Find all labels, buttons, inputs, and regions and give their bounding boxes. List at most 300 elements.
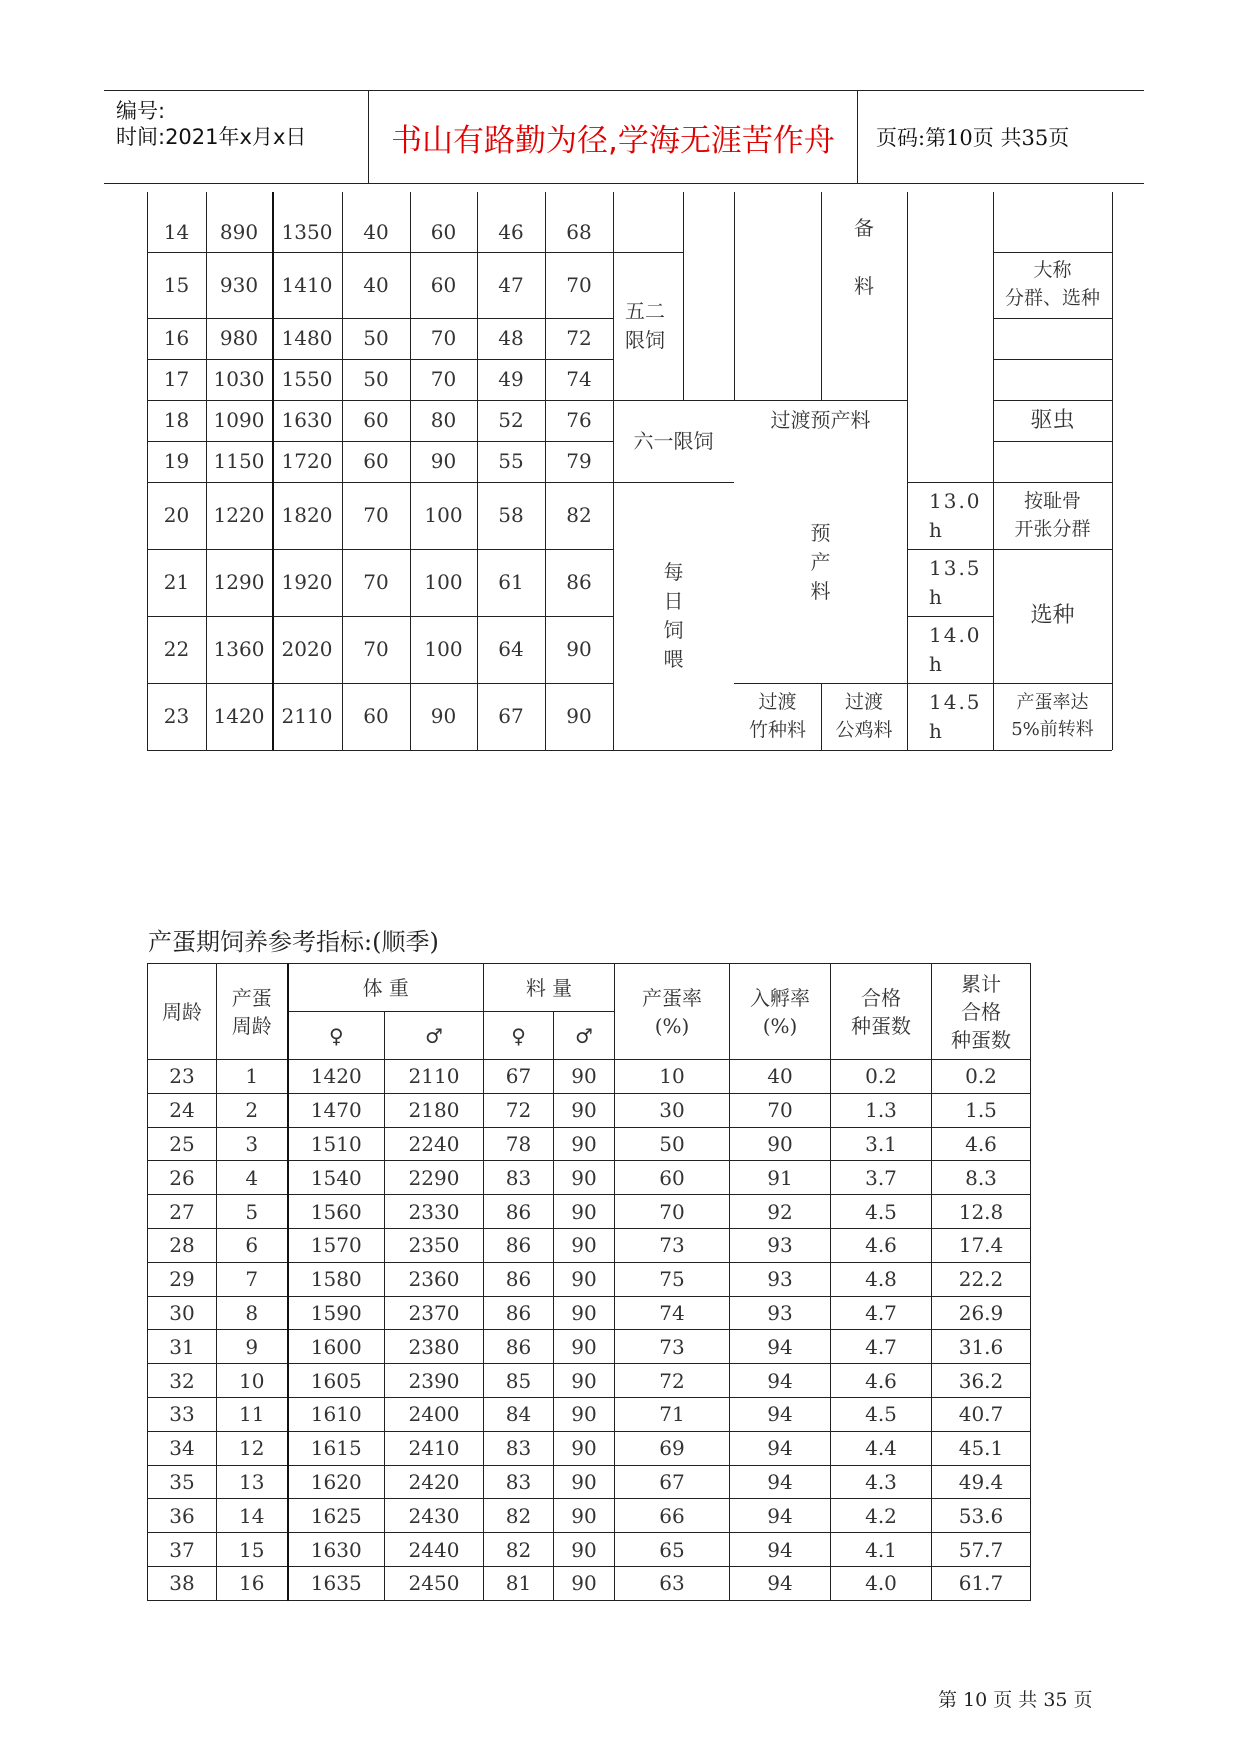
grid-vline (147, 192, 148, 750)
grid-vline (734, 192, 735, 400)
cell-feed-male: 90 (554, 1397, 615, 1431)
section-title: 产蛋期饲养参考指标:(顺季) (148, 928, 439, 956)
cell-weight-male: 2180 (385, 1093, 484, 1127)
cell-male-weight: 1550 (281, 367, 333, 391)
cell-weight-male: 2360 (385, 1262, 484, 1296)
cell-cumulative-eggs: 0.2 (932, 1060, 1031, 1094)
cell-hatch-rate: 94 (730, 1499, 831, 1533)
cell-weight-male: 2380 (385, 1330, 484, 1364)
cell-week-age: 37 (148, 1533, 217, 1567)
header-week-age: 周龄 (148, 964, 217, 1060)
cell-week-age: 34 (148, 1431, 217, 1465)
cell-feed-male: 90 (554, 1296, 615, 1330)
header-hatch-rate: 入孵率 (%) (730, 964, 831, 1060)
cell-female-feed-b: 46 (498, 219, 524, 244)
cell-cumulative-eggs: 4.6 (932, 1127, 1031, 1161)
cell-cumulative-eggs: 40.7 (932, 1397, 1031, 1431)
time-label: 时间:2021年x月x日 (116, 125, 307, 149)
cell-laying-week: 6 (217, 1228, 288, 1262)
grid-hline (147, 482, 613, 483)
cell-qualified-eggs: 4.7 (831, 1330, 932, 1364)
cell-weight-male: 2410 (385, 1431, 484, 1465)
cell-male-feed-a: 70 (430, 326, 457, 350)
cell-qualified-eggs: 4.5 (831, 1195, 932, 1229)
cell-feed-female: 78 (484, 1127, 554, 1161)
cell-female-feed-b: 47 (498, 272, 524, 297)
preproduction-feed: 预 产 料 (810, 520, 831, 603)
grid-hline (147, 750, 1112, 751)
cell-female-weight: 890 (219, 219, 259, 244)
grid-vline (272, 192, 274, 750)
cell-feed-female: 81 (484, 1566, 554, 1600)
cell-male-weight: 1720 (281, 449, 333, 473)
grid-hline (993, 441, 1112, 442)
header-laying-week: 产蛋 周龄 (217, 964, 288, 1060)
cell-male-weight: 2110 (281, 704, 333, 728)
cell-weight-female: 1610 (288, 1397, 385, 1431)
cell-female-feed-b: 55 (498, 449, 524, 473)
cell-weight-female: 1600 (288, 1330, 385, 1364)
grid-hline (147, 318, 613, 319)
cell-laying-rate: 60 (615, 1161, 730, 1195)
cell-weight-female: 1420 (288, 1060, 385, 1094)
cell-female-weight: 1290 (213, 570, 265, 594)
cell-feed-female: 84 (484, 1397, 554, 1431)
cell-female-feed-a: 40 (363, 272, 389, 297)
cell-feed-male: 90 (554, 1431, 615, 1465)
cell-hatch-rate: 94 (730, 1397, 831, 1431)
cell-female-weight: 1030 (213, 367, 265, 391)
cell-female-feed-a: 60 (363, 449, 389, 473)
cell-feed-female: 86 (484, 1262, 554, 1296)
cell-weight-male: 2450 (385, 1566, 484, 1600)
cell-cumulative-eggs: 22.2 (932, 1262, 1031, 1296)
light-hours: 14.5 h (929, 689, 982, 743)
cell-qualified-eggs: 4.6 (831, 1364, 932, 1398)
cell-hatch-rate: 92 (730, 1195, 831, 1229)
cell-weight-male: 2440 (385, 1533, 484, 1567)
feeding-plan-table (0, 0, 1241, 760)
cell-hatch-rate: 93 (730, 1228, 831, 1262)
cell-feed-female: 83 (484, 1465, 554, 1499)
grid-vline (1112, 192, 1113, 750)
cell-female-feed-a: 70 (363, 570, 389, 594)
cell-laying-week: 8 (217, 1296, 288, 1330)
feed-daily: 每 日 饲 喂 (663, 560, 684, 671)
cell-female-weight: 1090 (213, 408, 265, 432)
cell-male-feed-a: 60 (430, 272, 457, 297)
cell-weight-male: 2390 (385, 1364, 484, 1398)
cell-female-feed-b: 58 (498, 503, 524, 527)
cell-feed-male: 90 (554, 1093, 615, 1127)
cell-male-feed-a: 60 (430, 219, 457, 244)
grid-vline (410, 192, 411, 750)
cell-laying-week: 13 (217, 1465, 288, 1499)
cell-cumulative-eggs: 57.7 (932, 1533, 1031, 1567)
cell-feed-male: 90 (554, 1127, 615, 1161)
cell-female-weight: 930 (219, 272, 259, 297)
cell-weight-female: 1620 (288, 1465, 385, 1499)
cell-qualified-eggs: 3.7 (831, 1161, 932, 1195)
cell-feed-female: 83 (484, 1431, 554, 1465)
cell-male-feed-b: 70 (566, 272, 592, 297)
header-feed-amount: 料 量 (484, 964, 615, 1012)
header-feed-male: ♂ (554, 1012, 615, 1060)
cell-week-age: 24 (148, 1093, 217, 1127)
cell-feed-female: 85 (484, 1364, 554, 1398)
cell-male-feed-a: 70 (430, 367, 457, 391)
cell-hatch-rate: 93 (730, 1262, 831, 1296)
cell-female-feed-a: 70 (363, 637, 389, 661)
cell-female-feed-b: 49 (498, 367, 524, 391)
cell-cumulative-eggs: 61.7 (932, 1566, 1031, 1600)
cell-male-feed-a: 90 (430, 704, 457, 728)
cell-weight-female: 1635 (288, 1566, 385, 1600)
header-cumulative-eggs: 累计 合格 种蛋数 (932, 964, 1031, 1060)
grid-vline (545, 192, 546, 750)
cell-laying-rate: 73 (615, 1330, 730, 1364)
table-row (148, 1499, 1031, 1533)
page-footer: 第 10 页 共 35 页 (938, 1689, 1093, 1711)
header-weight-female: ♀ (288, 1012, 385, 1060)
cell-male-feed-b: 86 (566, 570, 592, 594)
cell-feed-female: 67 (484, 1060, 554, 1094)
cell-laying-rate: 50 (615, 1127, 730, 1161)
cell-hatch-rate: 90 (730, 1127, 831, 1161)
cell-qualified-eggs: 4.5 (831, 1397, 932, 1431)
cell-laying-week: 15 (217, 1533, 288, 1567)
light-hours: 13.0 h (929, 488, 982, 542)
cell-weight-male: 2350 (385, 1228, 484, 1262)
cell-male-weight: 1630 (281, 408, 333, 432)
cell-female-feed-a: 50 (363, 367, 389, 391)
cell-weight-male: 2330 (385, 1195, 484, 1229)
cell-weight-male: 2240 (385, 1127, 484, 1161)
table-row (148, 1533, 1031, 1567)
light-hours: 13.5 h (929, 555, 982, 609)
cell-laying-week: 4 (217, 1161, 288, 1195)
cell-weight-female: 1570 (288, 1228, 385, 1262)
cell-weight-female: 1630 (288, 1533, 385, 1567)
cell-feed-male: 90 (554, 1465, 615, 1499)
table-row (148, 1161, 1031, 1195)
transition-rooster-feed: 过渡 公鸡料 (835, 690, 893, 741)
grid-hline (147, 252, 613, 253)
cell-cumulative-eggs: 45.1 (932, 1431, 1031, 1465)
cell-laying-rate: 70 (615, 1195, 730, 1229)
cell-male-weight: 1820 (281, 503, 333, 527)
feed-52-restricted: 五二 限饲 (625, 299, 665, 352)
cell-female-feed-b: 64 (498, 637, 524, 661)
cell-hatch-rate: 94 (730, 1431, 831, 1465)
table-row (148, 1262, 1031, 1296)
table-row (148, 1397, 1031, 1431)
cell-qualified-eggs: 1.3 (831, 1093, 932, 1127)
cell-hatch-rate: 93 (730, 1296, 831, 1330)
cell-female-feed-b: 67 (498, 704, 524, 728)
cell-week-age: 25 (148, 1127, 217, 1161)
cell-male-feed-a: 100 (424, 570, 463, 594)
grid-hline (147, 683, 613, 684)
cell-weight-female: 1590 (288, 1296, 385, 1330)
cell-male-weight: 1480 (281, 326, 333, 350)
cell-weight-female: 1615 (288, 1431, 385, 1465)
cell-feed-male: 90 (554, 1364, 615, 1398)
cell-laying-rate: 73 (615, 1228, 730, 1262)
cell-feed-female: 82 (484, 1533, 554, 1567)
cell-feed-female: 82 (484, 1499, 554, 1533)
light-hours: 14.0 h (929, 622, 982, 676)
cell-cumulative-eggs: 17.4 (932, 1228, 1031, 1262)
cell-qualified-eggs: 0.2 (831, 1060, 932, 1094)
cell-feed-female: 86 (484, 1296, 554, 1330)
cell-laying-rate: 65 (615, 1533, 730, 1567)
cell-week: 17 (163, 367, 190, 391)
grid-vline (477, 192, 478, 750)
cell-feed-female: 72 (484, 1093, 554, 1127)
cell-laying-week: 9 (217, 1330, 288, 1364)
cell-female-weight: 1420 (213, 704, 265, 728)
cell-hatch-rate: 40 (730, 1060, 831, 1094)
cell-male-feed-a: 100 (424, 503, 463, 527)
cell-week: 22 (163, 637, 190, 661)
cell-laying-rate: 10 (615, 1060, 730, 1094)
cell-laying-rate: 74 (615, 1296, 730, 1330)
cell-laying-week: 10 (217, 1364, 288, 1398)
cell-male-feed-b: 79 (566, 449, 592, 473)
cell-weight-female: 1560 (288, 1195, 385, 1229)
cell-week-age: 26 (148, 1161, 217, 1195)
cell-week: 20 (163, 503, 190, 527)
cell-week: 18 (163, 408, 190, 432)
cell-feed-male: 90 (554, 1499, 615, 1533)
cell-week-age: 31 (148, 1330, 217, 1364)
header-laying-rate: 产蛋率 (%) (615, 964, 730, 1060)
cell-cumulative-eggs: 31.6 (932, 1330, 1031, 1364)
cell-male-weight: 1410 (281, 272, 333, 297)
cell-qualified-eggs: 4.3 (831, 1465, 932, 1499)
cell-cumulative-eggs: 53.6 (932, 1499, 1031, 1533)
cell-male-feed-a: 90 (430, 449, 457, 473)
cell-hatch-rate: 94 (730, 1566, 831, 1600)
cell-male-feed-b: 74 (566, 367, 592, 391)
cell-feed-female: 83 (484, 1161, 554, 1195)
cell-female-weight: 1150 (213, 449, 265, 473)
table-row (148, 1330, 1031, 1364)
cell-male-weight: 1920 (281, 570, 333, 594)
laying-period-table (147, 963, 1031, 1601)
cell-female-feed-b: 61 (498, 570, 524, 594)
code-label: 编号: (116, 99, 166, 123)
cell-female-feed-a: 70 (363, 503, 389, 527)
cell-qualified-eggs: 4.2 (831, 1499, 932, 1533)
cell-week-age: 36 (148, 1499, 217, 1533)
header-feed-female: ♀ (484, 1012, 554, 1060)
table-row (148, 1060, 1031, 1094)
feed-61-restricted: 六一限饲 (633, 428, 714, 453)
cell-cumulative-eggs: 1.5 (932, 1093, 1031, 1127)
header-row (148, 964, 1031, 1012)
table-row (148, 1195, 1031, 1229)
table-row (148, 1364, 1031, 1398)
cell-laying-rate: 63 (615, 1566, 730, 1600)
transition-breeder-feed: 过渡 竹种料 (748, 690, 806, 741)
cell-week-age: 30 (148, 1296, 217, 1330)
cell-laying-week: 7 (217, 1262, 288, 1296)
cell-qualified-eggs: 4.0 (831, 1566, 932, 1600)
grid-vline (683, 192, 684, 400)
cell-week-age: 23 (148, 1060, 217, 1094)
cell-week-age: 33 (148, 1397, 217, 1431)
cell-hatch-rate: 94 (730, 1364, 831, 1398)
cell-laying-rate: 66 (615, 1499, 730, 1533)
cell-cumulative-eggs: 36.2 (932, 1364, 1031, 1398)
cell-cumulative-eggs: 49.4 (932, 1465, 1031, 1499)
table-row (148, 1296, 1031, 1330)
cell-feed-female: 86 (484, 1195, 554, 1229)
cell-cumulative-eggs: 12.8 (932, 1195, 1031, 1229)
grid-hline (147, 616, 613, 617)
cell-laying-rate: 30 (615, 1093, 730, 1127)
table-row (148, 1566, 1031, 1600)
cell-feed-male: 90 (554, 1566, 615, 1600)
motto: 书山有路勤为径,学海无涯苦作舟 (368, 91, 858, 183)
cell-male-feed-b: 76 (566, 408, 592, 432)
table-row (148, 1465, 1031, 1499)
cell-male-feed-b: 72 (566, 326, 592, 350)
cell-feed-male: 90 (554, 1330, 615, 1364)
cell-week: 21 (163, 570, 190, 594)
cell-weight-male: 2430 (385, 1499, 484, 1533)
cell-male-feed-b: 82 (566, 503, 592, 527)
cell-week: 15 (163, 272, 190, 297)
cell-hatch-rate: 70 (730, 1093, 831, 1127)
grid-vline (342, 192, 343, 750)
cell-male-feed-b: 90 (566, 704, 592, 728)
cell-male-feed-b: 68 (566, 219, 592, 244)
cell-female-feed-a: 60 (363, 408, 389, 432)
grid-hline (147, 549, 613, 550)
cell-weight-female: 1540 (288, 1161, 385, 1195)
table-row (148, 1228, 1031, 1262)
note-deworm: 驱虫 (1030, 407, 1075, 433)
note-pubic-group: 按耻骨 开张分群 (1014, 489, 1091, 540)
cell-laying-week: 11 (217, 1397, 288, 1431)
cell-weight-female: 1470 (288, 1093, 385, 1127)
cell-female-feed-a: 50 (363, 326, 389, 350)
cell-cumulative-eggs: 26.9 (932, 1296, 1031, 1330)
cell-weight-female: 1580 (288, 1262, 385, 1296)
cell-male-feed-a: 80 (430, 408, 457, 432)
cell-qualified-eggs: 3.1 (831, 1127, 932, 1161)
cell-laying-week: 3 (217, 1127, 288, 1161)
cell-qualified-eggs: 4.7 (831, 1296, 932, 1330)
grid-hline (993, 359, 1112, 360)
cell-week: 16 (163, 326, 190, 350)
cell-male-feed-b: 90 (566, 637, 592, 661)
cell-female-weight: 1220 (213, 503, 265, 527)
reserve-feed: 备 料 (854, 216, 874, 298)
cell-hatch-rate: 94 (730, 1330, 831, 1364)
note-weigh-select: 大称 分群、选种 (1004, 259, 1100, 309)
table-row (148, 1431, 1031, 1465)
cell-weight-male: 2290 (385, 1161, 484, 1195)
cell-hatch-rate: 94 (730, 1465, 831, 1499)
cell-laying-rate: 72 (615, 1364, 730, 1398)
table-row (148, 1093, 1031, 1127)
cell-week-age: 38 (148, 1566, 217, 1600)
cell-feed-male: 90 (554, 1533, 615, 1567)
cell-weight-female: 1625 (288, 1499, 385, 1533)
cell-weight-male: 2110 (385, 1060, 484, 1094)
header-qualified-eggs: 合格 种蛋数 (831, 964, 932, 1060)
cell-cumulative-eggs: 8.3 (932, 1161, 1031, 1195)
cell-feed-male: 90 (554, 1161, 615, 1195)
cell-laying-week: 16 (217, 1566, 288, 1600)
cell-laying-week: 12 (217, 1431, 288, 1465)
cell-feed-male: 90 (554, 1060, 615, 1094)
cell-qualified-eggs: 4.4 (831, 1431, 932, 1465)
cell-female-feed-b: 52 (498, 408, 524, 432)
grid-hline (993, 318, 1112, 319)
grid-hline (147, 441, 613, 442)
cell-weight-male: 2420 (385, 1465, 484, 1499)
cell-female-weight: 980 (219, 326, 259, 350)
cell-week-age: 32 (148, 1364, 217, 1398)
cell-laying-rate: 69 (615, 1431, 730, 1465)
cell-week: 14 (163, 219, 190, 244)
cell-laying-week: 14 (217, 1499, 288, 1533)
note-select: 选种 (1030, 603, 1075, 629)
cell-female-feed-b: 48 (498, 326, 524, 350)
grid-hline (147, 400, 613, 401)
cell-week-age: 29 (148, 1262, 217, 1296)
cell-week-age: 35 (148, 1465, 217, 1499)
cell-male-weight: 1350 (281, 219, 333, 244)
grid-hline (147, 359, 613, 360)
cell-laying-rate: 67 (615, 1465, 730, 1499)
transition-preproduction-feed: 过渡预产料 (770, 408, 871, 432)
cell-week-age: 27 (148, 1195, 217, 1229)
header-body-weight: 体 重 (288, 964, 484, 1012)
cell-week-age: 28 (148, 1228, 217, 1262)
page-code: 页码:第10页 共35页 (876, 126, 1070, 150)
cell-feed-male: 90 (554, 1228, 615, 1262)
cell-qualified-eggs: 4.8 (831, 1262, 932, 1296)
cell-laying-week: 1 (217, 1060, 288, 1094)
cell-female-weight: 1360 (213, 637, 265, 661)
cell-feed-male: 90 (554, 1195, 615, 1229)
cell-weight-male: 2400 (385, 1397, 484, 1431)
cell-feed-female: 86 (484, 1228, 554, 1262)
cell-weight-female: 1605 (288, 1364, 385, 1398)
cell-laying-week: 5 (217, 1195, 288, 1229)
cell-male-feed-a: 100 (424, 637, 463, 661)
cell-hatch-rate: 94 (730, 1533, 831, 1567)
cell-qualified-eggs: 4.6 (831, 1228, 932, 1262)
cell-laying-week: 2 (217, 1093, 288, 1127)
cell-qualified-eggs: 4.1 (831, 1533, 932, 1567)
note-transfer-feed: 产蛋率达 5%前转料 (1011, 692, 1094, 740)
table-row (148, 1127, 1031, 1161)
cell-week: 23 (163, 704, 190, 728)
cell-weight-female: 1510 (288, 1127, 385, 1161)
cell-hatch-rate: 91 (730, 1161, 831, 1195)
cell-feed-male: 90 (554, 1262, 615, 1296)
cell-week: 19 (163, 449, 190, 473)
cell-laying-rate: 71 (615, 1397, 730, 1431)
cell-female-feed-a: 60 (363, 704, 389, 728)
